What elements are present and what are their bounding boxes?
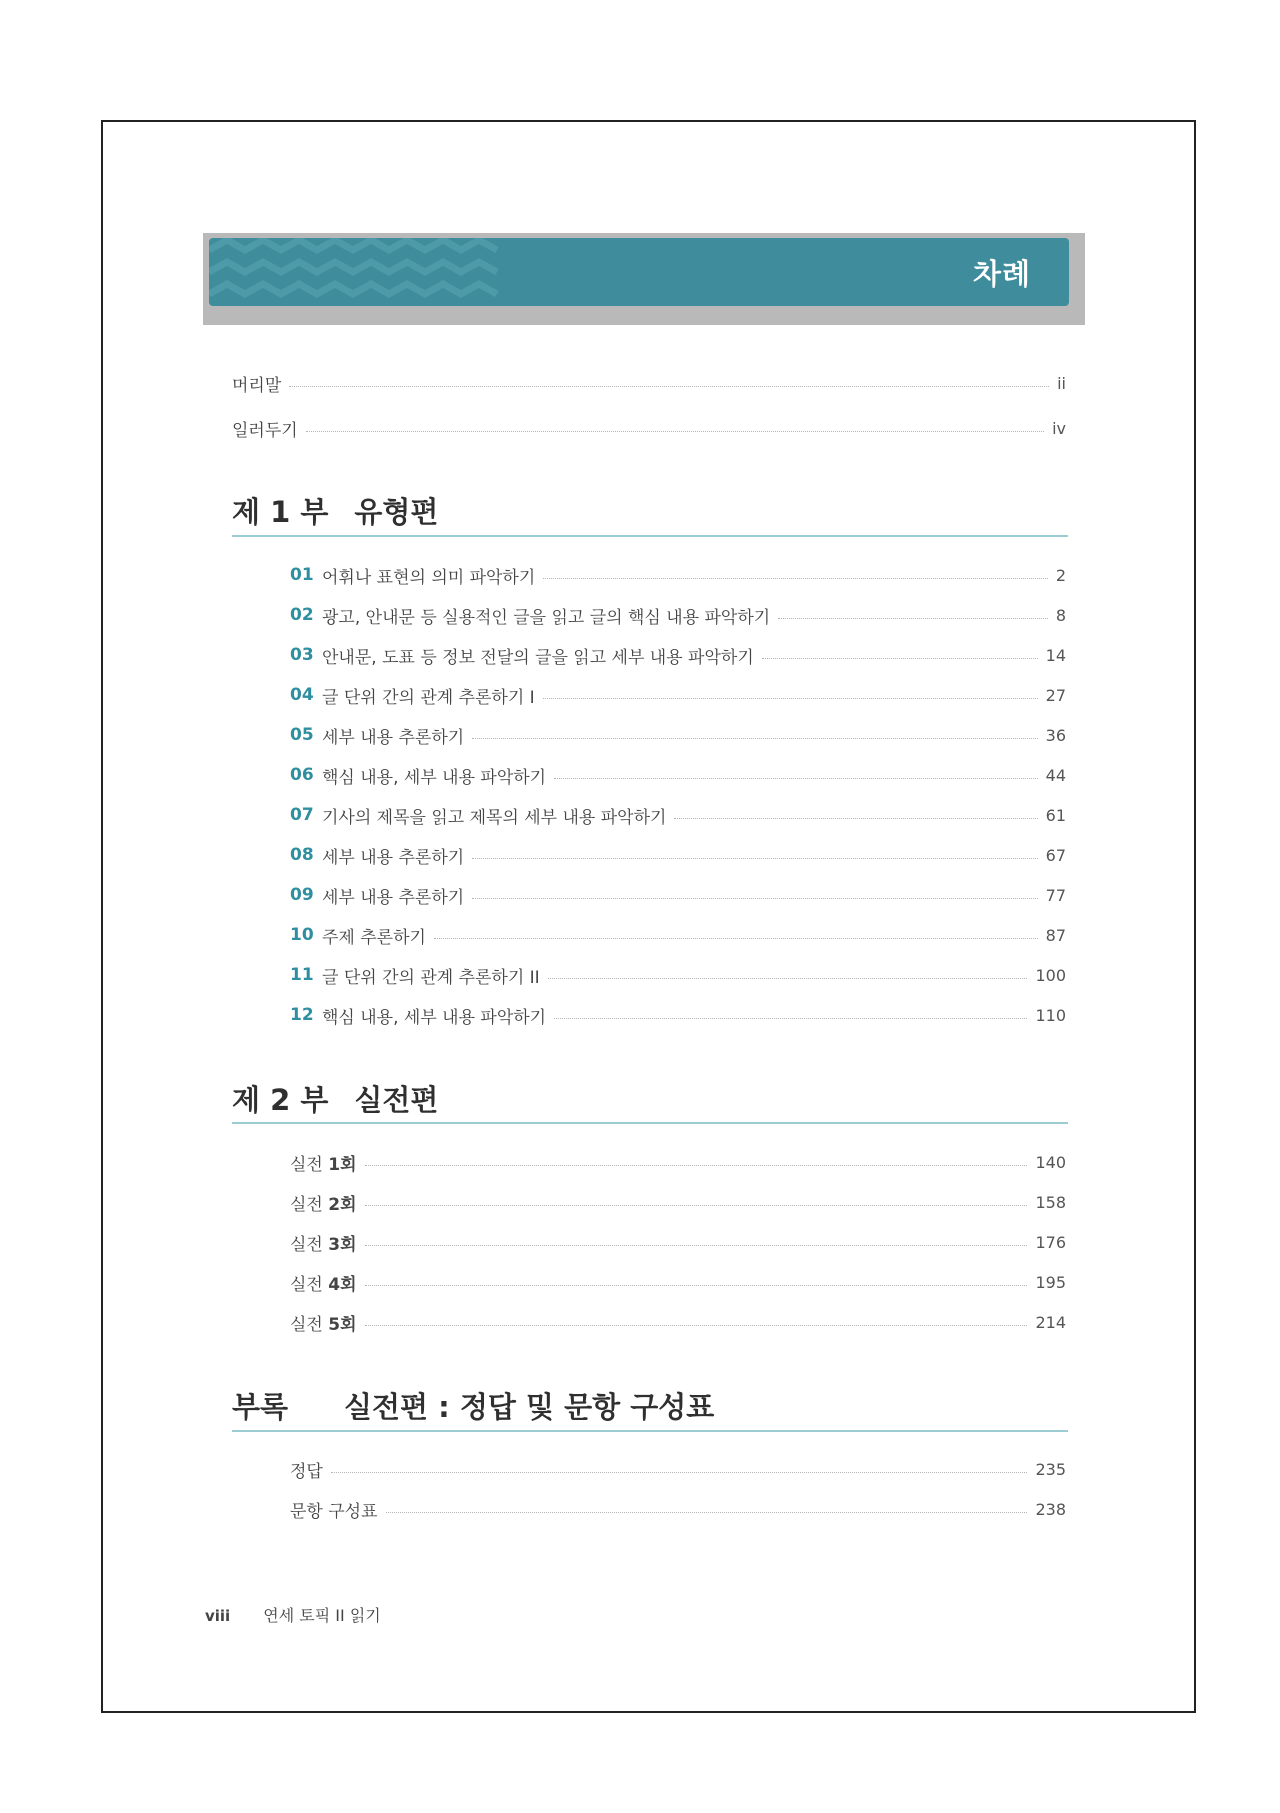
leader-dots: [306, 431, 1044, 432]
entry-page: 140: [1035, 1152, 1066, 1172]
leader-dots: [472, 738, 1037, 739]
leader-dots: [386, 1512, 1028, 1513]
toc-title: 차례: [972, 257, 1031, 291]
toc-entry[interactable]: [290, 600, 1066, 630]
entry-text: 실전 3회: [290, 1234, 357, 1255]
entry-page: 214: [1035, 1312, 1066, 1332]
leader-dots: [554, 778, 1038, 779]
entry-page: 235: [1035, 1459, 1066, 1479]
entry-number: 07: [290, 805, 314, 825]
footer-page-number: viii: [205, 1607, 231, 1625]
leader-dots: [548, 978, 1028, 979]
toc-entry-guide[interactable]: [232, 413, 1066, 443]
leader-dots: [289, 386, 1049, 387]
entry-page: 77: [1045, 885, 1066, 905]
entry-page: 8: [1055, 605, 1066, 625]
appendix-rule: [232, 1430, 1068, 1432]
toc-entry[interactable]: [290, 1454, 1066, 1484]
entry-page: 100: [1035, 965, 1066, 985]
entry-number: 05: [290, 725, 314, 745]
entry-page: 158: [1035, 1192, 1066, 1212]
entry-text: 글 단위 간의 관계 추론하기 I: [322, 687, 535, 708]
entry-text: 핵심 내용, 세부 내용 파악하기: [322, 1007, 547, 1028]
entry-label: 일러두기: [232, 420, 298, 441]
entry-text: 실전 5회: [290, 1314, 357, 1335]
entry-text: 세부 내용 추론하기: [322, 887, 465, 908]
leader-dots: [554, 1018, 1027, 1019]
toc-entry[interactable]: [290, 800, 1066, 830]
entry-number: 10: [290, 925, 314, 945]
entry-page: ii: [1057, 373, 1066, 393]
entry-page: 36: [1045, 725, 1066, 745]
entry-number: 02: [290, 605, 314, 625]
entry-text: 어휘나 표현의 의미 파악하기: [322, 567, 536, 588]
toc-entry[interactable]: [290, 720, 1066, 750]
entry-number: 08: [290, 845, 314, 865]
toc-entry[interactable]: [290, 1147, 1066, 1177]
leader-dots: [331, 1472, 1028, 1473]
leader-dots: [472, 898, 1037, 899]
leader-dots: [365, 1245, 1028, 1246]
toc-entry[interactable]: [290, 760, 1066, 790]
entry-page: iv: [1052, 418, 1066, 438]
entry-number: 11: [290, 965, 314, 985]
entry-page: 27: [1045, 685, 1066, 705]
appendix-heading: [232, 1385, 714, 1426]
toc-entry-preface[interactable]: [232, 368, 1066, 398]
leader-dots: [365, 1205, 1028, 1206]
banner-pattern: [209, 238, 509, 306]
toc-entry[interactable]: [290, 1307, 1066, 1337]
entry-page: 87: [1045, 925, 1066, 945]
toc-entry[interactable]: [290, 920, 1066, 950]
entry-text: 기사의 제목을 읽고 제목의 세부 내용 파악하기: [322, 807, 667, 828]
leader-dots: [434, 938, 1038, 939]
leader-dots: [543, 578, 1048, 579]
entry-page: 238: [1035, 1499, 1066, 1519]
entry-text: 정답: [290, 1461, 323, 1482]
entry-text: 문항 구성표: [290, 1501, 378, 1522]
entry-number: 04: [290, 685, 314, 705]
toc-entry[interactable]: [290, 640, 1066, 670]
leader-dots: [762, 658, 1038, 659]
entry-text: 글 단위 간의 관계 추론하기 II: [322, 967, 540, 988]
appendix-name: 실전편 : 정답 및 문항 구성표: [344, 1390, 715, 1424]
part1-rule: [232, 535, 1068, 537]
leader-dots: [674, 818, 1037, 819]
entry-number: 06: [290, 765, 314, 785]
part2-name: 실전편: [354, 1083, 439, 1117]
leader-dots: [365, 1285, 1028, 1286]
part1-heading: [232, 490, 438, 531]
entry-number: 01: [290, 565, 314, 585]
toc-entry[interactable]: [290, 1494, 1066, 1524]
part2-label: 제 2 부: [232, 1083, 329, 1117]
leader-dots: [543, 698, 1038, 699]
toc-entry[interactable]: [290, 1227, 1066, 1257]
entry-page: 195: [1035, 1272, 1066, 1292]
entry-number: 09: [290, 885, 314, 905]
entry-text: 안내문, 도표 등 정보 전달의 글을 읽고 세부 내용 파악하기: [322, 647, 754, 668]
part1-name: 유형편: [354, 495, 439, 529]
entry-text: 주제 추론하기: [322, 927, 426, 948]
toc-entry[interactable]: [290, 680, 1066, 710]
entry-page: 176: [1035, 1232, 1066, 1252]
entry-label: 머리말: [232, 375, 282, 396]
toc-entry[interactable]: [290, 1267, 1066, 1297]
title-banner: [209, 238, 1069, 306]
toc-entry[interactable]: [290, 1187, 1066, 1217]
entry-page: 14: [1045, 645, 1066, 665]
leader-dots: [365, 1325, 1028, 1326]
entry-page: 2: [1055, 565, 1066, 585]
entry-number: 03: [290, 645, 314, 665]
part1-label: 제 1 부: [232, 495, 329, 529]
leader-dots: [472, 858, 1037, 859]
entry-text: 광고, 안내문 등 실용적인 글을 읽고 글의 핵심 내용 파악하기: [322, 607, 771, 628]
toc-entry[interactable]: [290, 1000, 1066, 1030]
entry-number: 12: [290, 1005, 314, 1025]
entry-page: 44: [1045, 765, 1066, 785]
entry-text: 핵심 내용, 세부 내용 파악하기: [322, 767, 547, 788]
page-footer: [205, 1603, 381, 1626]
leader-dots: [778, 618, 1048, 619]
entry-text: 세부 내용 추론하기: [322, 727, 465, 748]
entry-text: 실전 4회: [290, 1274, 357, 1295]
entry-text: 실전 2회: [290, 1194, 357, 1215]
entry-text: 실전 1회: [290, 1154, 357, 1175]
entry-page: 67: [1045, 845, 1066, 865]
toc-entry[interactable]: [290, 840, 1066, 870]
entry-page: 110: [1035, 1005, 1066, 1025]
entry-page: 61: [1045, 805, 1066, 825]
toc-entry[interactable]: [290, 560, 1066, 590]
part2-rule: [232, 1122, 1068, 1124]
appendix-label: 부록: [232, 1390, 289, 1424]
toc-entry[interactable]: [290, 880, 1066, 910]
footer-book-title: 연세 토픽 II 읽기: [263, 1606, 381, 1625]
part2-heading: [232, 1078, 438, 1119]
entry-text: 세부 내용 추론하기: [322, 847, 465, 868]
toc-entry[interactable]: [290, 960, 1066, 990]
leader-dots: [365, 1165, 1028, 1166]
